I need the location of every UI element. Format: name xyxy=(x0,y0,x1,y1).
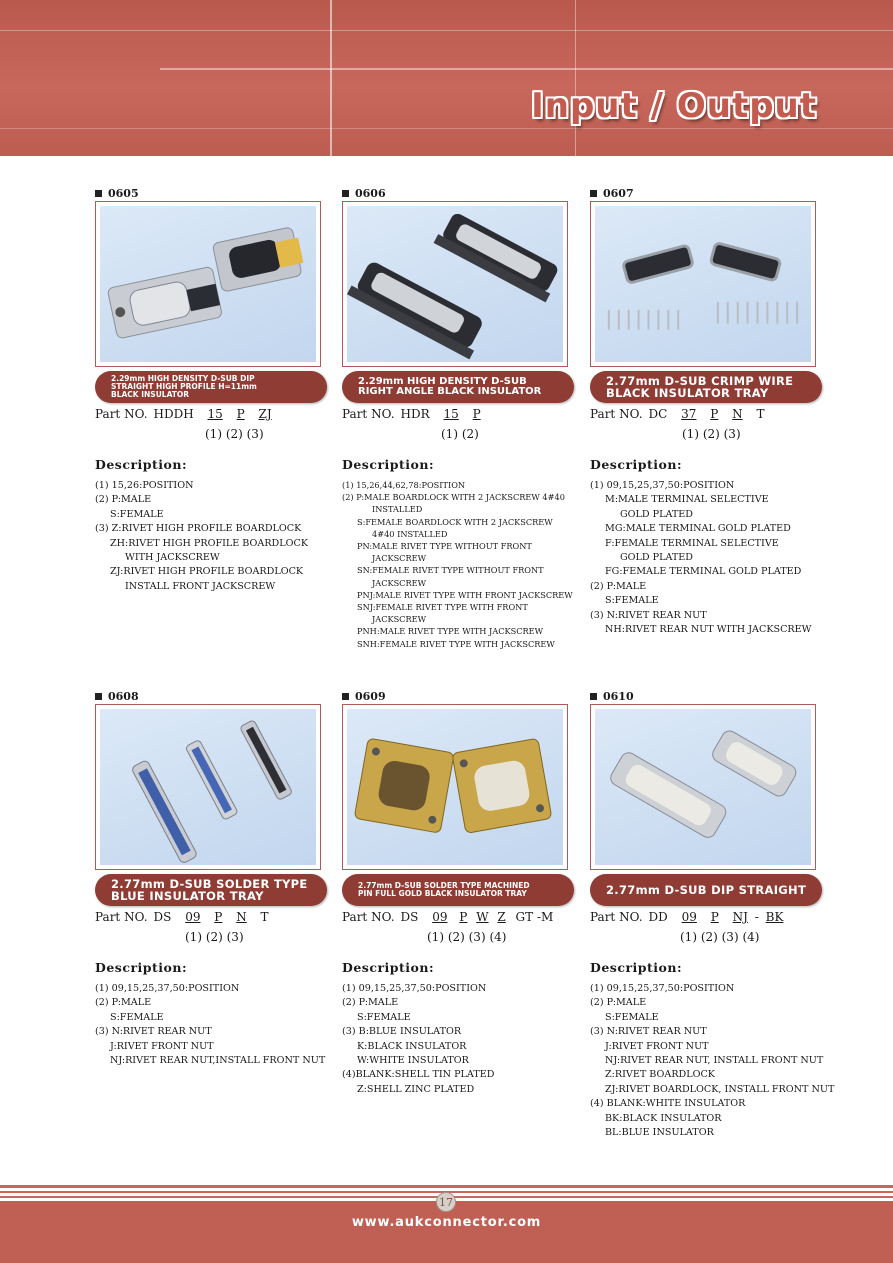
product-0608 xyxy=(95,688,327,1068)
product-banner: 2.77mm D-SUB SOLDER TYPE BLUE INSULATOR TRAY xyxy=(95,874,327,906)
product-code: 0607 xyxy=(590,185,822,201)
product-photo xyxy=(95,201,321,367)
product-0609 xyxy=(342,688,574,1097)
bullet-square-icon xyxy=(95,693,102,700)
product-0606 xyxy=(342,185,574,650)
product-photo xyxy=(95,704,321,870)
connector-photo-icon xyxy=(347,206,563,362)
connector-photo-icon xyxy=(347,709,563,865)
product-0605 xyxy=(95,185,327,594)
connector-photo-icon xyxy=(595,709,811,865)
description-list: (1) 09,15,25,37,50:POSITION (2) P:MALE S:FEMALE (3) N:RIVET REAR NUT J:RIVET FRONT NUT NJ:RIVET REAR NUT, INSTALL FRONT NUT Z:RIVET BOARDLOCK ZJ:RIVET BOARDLOCK, INSTALL FRONT NUT (4) BLANK:WHITE INSULATOR BK:BLACK INSULATOR BL:BLUE INSULATOR xyxy=(590,983,835,1139)
field-index: (1) (2) (3) xyxy=(682,427,741,441)
page-header xyxy=(0,0,893,156)
field-index: (1) (2) (3) xyxy=(185,930,244,944)
part-number: Part NO. DS 09 P W Z GT -M xyxy=(342,910,554,924)
connector-photo-icon xyxy=(100,206,316,362)
part-number: Part NO. HDR 15 P xyxy=(342,407,481,421)
product-photo xyxy=(342,704,568,870)
description-heading: Description: xyxy=(342,457,435,472)
bullet-square-icon xyxy=(590,693,597,700)
product-0607 xyxy=(590,185,822,637)
product-photo xyxy=(590,704,816,870)
bullet-square-icon xyxy=(590,190,597,197)
description-heading: Description: xyxy=(342,960,435,975)
product-banner: 2.29mm HIGH DENSITY D-SUB DIP STRAIGHT HIGH PROFILE H=11mm BLACK INSULATOR xyxy=(95,371,327,403)
description-list: (1) 09,15,25,37,50:POSITION (2) P:MALE S:FEMALE (3) N:RIVET REAR NUT J:RIVET FRONT NUT NJ:RIVET REAR NUT,INSTALL FRONT NUT xyxy=(95,983,326,1067)
page-title: Input / Output xyxy=(531,86,817,126)
part-number: Part NO. DD 09 P NJ - BK xyxy=(590,910,784,924)
product-photo xyxy=(590,201,816,367)
part-number: Part NO. DC 37 P N T xyxy=(590,407,765,421)
product-photo xyxy=(342,201,568,367)
product-banner: 2.29mm HIGH DENSITY D-SUB RIGHT ANGLE BLACK INSULATOR xyxy=(342,371,574,403)
product-banner: 2.77mm D-SUB CRIMP WIRE BLACK INSULATOR TRAY xyxy=(590,371,822,403)
description-list: (1) 09,15,25,37,50:POSITION M:MALE TERMINAL SELECTIVE GOLD PLATED MG:MALE TERMINAL GOLD PLATED F:FEMALE TERMINAL SELECTIVE GOLD PLATED FG:FEMALE TERMINAL GOLD PLATED (2) P:MALE S:FEMALE (3) N:RIVET REAR NUT NH:RIVET REAR NUT WITH JACKSCREW xyxy=(590,480,812,636)
description-heading: Description: xyxy=(590,457,683,472)
part-number: Part NO. DS 09 P N T xyxy=(95,910,269,924)
product-code: 0610 xyxy=(590,688,822,704)
bullet-square-icon xyxy=(342,693,349,700)
connector-photo-icon xyxy=(595,206,811,362)
description-heading: Description: xyxy=(95,960,188,975)
product-code: 0605 xyxy=(95,185,327,201)
page-footer xyxy=(0,1185,893,1263)
part-number: Part NO. HDDH 15 P ZJ xyxy=(95,407,272,421)
field-index: (1) (2) (3) (4) xyxy=(680,930,760,944)
website-link[interactable]: www.aukconnector.com xyxy=(351,1215,542,1230)
field-index: (1) (2) (3) xyxy=(205,427,264,441)
page-number: 17 xyxy=(436,1192,456,1212)
description-list: (1) 15,26,44,62,78:POSITION (2) P:MALE BOARDLOCK WITH 2 JACKSCREW 4#40 INSTALLED S:FEMALE BOARDLOCK WITH 2 JACKSCREW 4#40 INSTALLED PN:MALE RIVET TYPE WITHOUT FRONT JACKSCREW SN:FEMALE RIVET TYPE WITHOUT FRONT JACKSCREW PNJ:MALE RIVET TYPE WITH FRONT JACKSCREW SNJ:FEMALE RIVET TYPE WITH FRONT JACKSCREW PNH:MALE RIVET TYPE WITH JACKSCREW SNH:FEMALE RIVET TYPE WITH JACKSCREW xyxy=(342,480,573,649)
product-0610 xyxy=(590,688,835,1140)
product-code: 0606 xyxy=(342,185,574,201)
product-banner: 2.77mm D-SUB SOLDER TYPE MACHINED PIN FULL GOLD BLACK INSULATOR TRAY xyxy=(342,874,574,906)
description-heading: Description: xyxy=(590,960,683,975)
product-code: 0608 xyxy=(95,688,327,704)
field-index: (1) (2) (3) (4) xyxy=(427,930,507,944)
bullet-square-icon xyxy=(342,190,349,197)
field-index: (1) (2) xyxy=(441,427,479,441)
description-heading: Description: xyxy=(95,457,188,472)
product-banner: 2.77mm D-SUB DIP STRAIGHT xyxy=(590,874,822,906)
description-list: (1) 15,26:POSITION (2) P:MALE S:FEMALE (3) Z:RIVET HIGH PROFILE BOARDLOCK ZH:RIVET HIGH PROFILE BOARDLOCK WITH JACKSCREW ZJ:RIVET HIGH PROFILE BOARDLOCK INSTALL FRONT JACKSCREW xyxy=(95,480,308,592)
bullet-square-icon xyxy=(95,190,102,197)
connector-photo-icon xyxy=(100,709,316,865)
product-code: 0609 xyxy=(342,688,574,704)
description-list: (1) 09,15,25,37,50:POSITION (2) P:MALE S:FEMALE (3) B:BLUE INSULATOR K:BLACK INSULATOR W:WHITE INSULATOR (4)BLANK:SHELL TIN PLATED Z:SHELL ZINC PLATED xyxy=(342,983,495,1095)
